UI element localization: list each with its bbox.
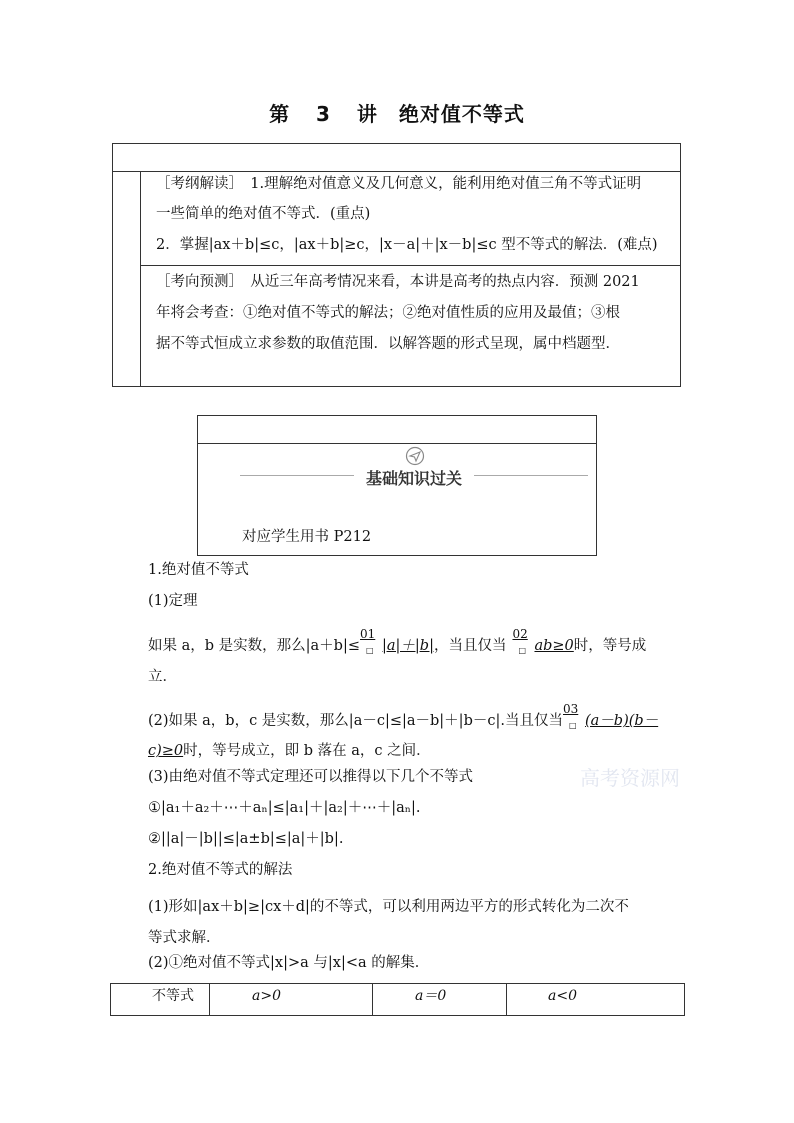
blank-marker-03: $\frac{03}{□}$ bbox=[562, 702, 579, 730]
section-heading: 基础知识过关 bbox=[365, 469, 462, 488]
solving-para-1-cont: 等式求解． bbox=[148, 930, 221, 946]
blank-answer-03-cont: c)≥0 bbox=[148, 743, 184, 759]
solving-para-1: (1)形如|ax＋b|≥|cx＋d|的不等式，可以利用两边平方的形式转化为二次不 bbox=[148, 899, 629, 915]
corollary-intro: (3)由绝对值不等式定理还可以推得以下几个不等式 bbox=[148, 769, 474, 785]
theorem-line-1-cont: 立． bbox=[148, 669, 177, 685]
theorem-text-mid: ，当且仅当 bbox=[433, 638, 507, 654]
syllabus-row-2: 2．掌握|ax＋b|≤c，|ax＋b|≥c，|x－a|＋|x－b|≤c 型不等式的解法．(难点) bbox=[156, 237, 658, 253]
theorem-line-2-cont bbox=[148, 741, 431, 761]
section-heading-rule-left bbox=[240, 475, 354, 476]
syllabus-row-1-cont: 一些简单的绝对值不等式．(重点) bbox=[156, 206, 371, 222]
table-header-a-zero: a＝0 bbox=[415, 988, 447, 1004]
paper-plane-icon bbox=[405, 446, 425, 466]
section-divider bbox=[197, 443, 597, 444]
corollary-1: ①|a₁＋a₂＋⋯＋aₙ|≤|a₁|＋|a₂|＋⋯＋|aₙ|. bbox=[148, 800, 421, 816]
corollary-2: ②||a|－|b||≤|a±b|≤|a|＋|b|. bbox=[148, 831, 344, 847]
theorem-line-2 bbox=[148, 702, 659, 731]
table-header-a-negative: a<0 bbox=[548, 988, 577, 1004]
heading-theorem: (1)定理 bbox=[148, 593, 198, 609]
solving-para-2: (2)①绝对值不等式|x|>a 与|x|<a 的解集． bbox=[148, 955, 430, 971]
blank-answer-01: |a|＋|b| bbox=[382, 638, 434, 654]
theorem-line-1 bbox=[148, 627, 647, 656]
blank-answer-02: ab≥0 bbox=[534, 638, 574, 654]
theorem-text-post: 时，等号成 bbox=[573, 638, 647, 654]
table-header-a-positive: a>0 bbox=[252, 988, 281, 1004]
syllabus-row-1: ［考纲解读］ 1.理解绝对值意义及几何意义，能利用绝对值三角不等式证明 bbox=[156, 176, 642, 192]
table-header-inequality: 不等式 bbox=[152, 988, 194, 1004]
table-col-divider-3 bbox=[506, 983, 507, 1016]
theorem-2-text-pre: (2)如果 a，b，c 是实数，那么|a－c|≤|a－b|＋|b－c|.当且仅当 bbox=[148, 713, 563, 729]
solution-table bbox=[110, 983, 685, 1016]
table-col-divider-1 bbox=[209, 983, 210, 1016]
watermark: 高考资源网 bbox=[580, 766, 680, 790]
blank-marker-02: $\frac{02}{□}$ bbox=[512, 627, 528, 655]
section-page-ref: 对应学生用书 P212 bbox=[242, 529, 372, 545]
forecast-line-1: ［考向预测］ 从近三年高考情况来看，本讲是高考的热点内容．预测 2021 bbox=[156, 274, 640, 290]
forecast-line-3: 据不等式恒成立求参数的取值范围．以解答题的形式呈现，属中档题型． bbox=[156, 336, 620, 352]
heading-absolute-inequality: 1.绝对值不等式 bbox=[148, 562, 249, 578]
syllabus-divider-mid bbox=[140, 265, 681, 266]
heading-solving: 2.绝对值不等式的解法 bbox=[148, 862, 293, 878]
theorem-2-text-post: 时，等号成立，即 b 落在 a，c 之间． bbox=[183, 743, 431, 759]
theorem-text-pre: 如果 a，b 是实数，那么|a＋b|≤ bbox=[148, 638, 360, 654]
forecast-line-2: 年将会考查：①绝对值不等式的解法；②绝对值性质的应用及最值；③根 bbox=[156, 305, 620, 321]
blank-marker-01: $\frac{01}{□}$ bbox=[360, 627, 376, 655]
table-col-divider-2 bbox=[372, 983, 373, 1016]
page-title: 第 3 讲 绝对值不等式 bbox=[269, 102, 525, 126]
section-heading-rule-right bbox=[474, 475, 588, 476]
blank-answer-03: (a－b)(b－ bbox=[584, 713, 659, 729]
syllabus-divider-top bbox=[112, 171, 681, 172]
syllabus-divider-vert bbox=[140, 171, 141, 387]
